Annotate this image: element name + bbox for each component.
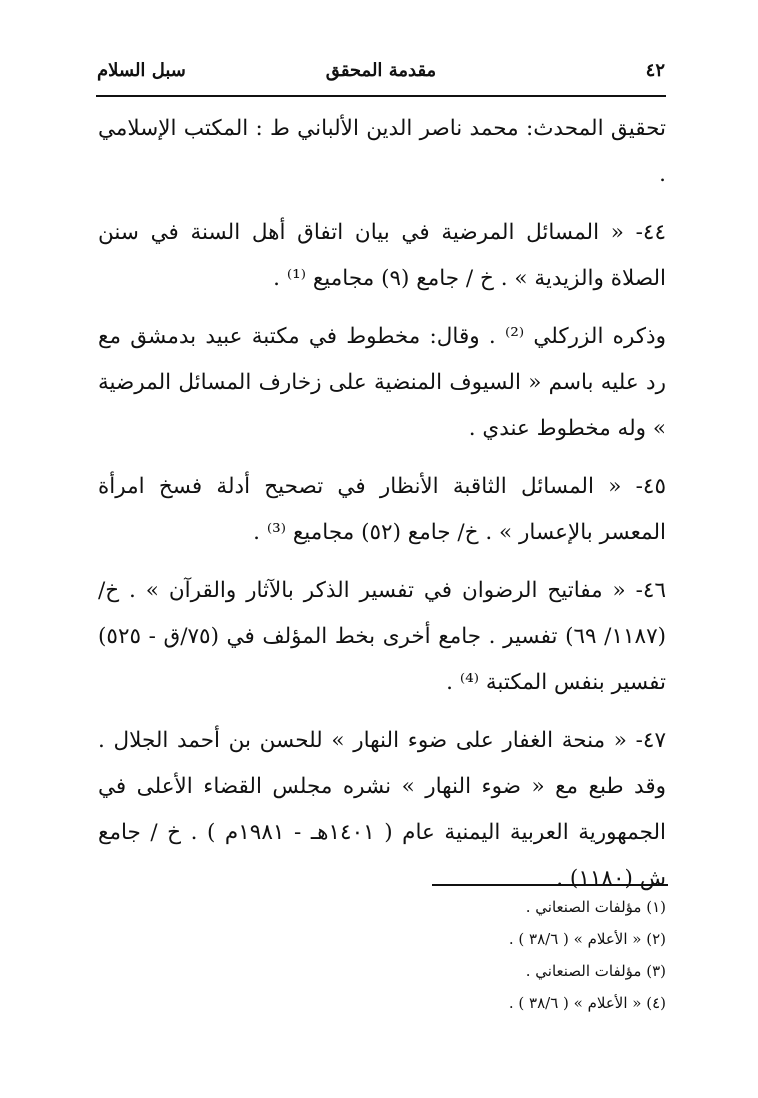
footnote-divider (432, 884, 668, 886)
paragraph-item-46: ٤٦- « مفاتيح الرضوان في تفسير الذكر بالآثار والقرآن » . خ/ (١١٨٧/ ٦٩) تفسير . جامع أخرى بخط المؤلف في (٧٥/ق - ٥٢٥) تفسير بنفس المكتبة ⁽⁴⁾ . (98, 578, 667, 695)
paragraph-editor-note: تحقيق المحدث: محمد ناصر الدين الألباني ط : المكتب الإسلامي . (98, 116, 666, 187)
paragraph-zirikli-note: وذكره الزركلي ⁽²⁾ . وقال: مخطوط في مكتبة عبيد بدمشق مع رد عليه باسم « السيوف المنضية على زخارف المسائل المرضية » وله مخطوط عندي . (98, 324, 666, 441)
paragraph-item-47: ٤٧- « منحة الغفار على ضوء النهار » للحسن بن أحمد الجلال . وقد طبع مع « ضوء النهار » نشره مجلس القضاء الأعلى في الجمهورية العربية اليمنية عام ( ١٤٠١هـ - ١٩٨١م ) . خ / جامع ش (١١٨٠) . (98, 728, 666, 891)
paragraph-item-44: ٤٤- « المسائل المرضية في بيان اتفاق أهل السنة في سنن الصلاة والزيدية » . خ / جامع (٩) مجاميع ⁽¹⁾ . (98, 220, 666, 291)
section-title: مقدمة المحقق (325, 60, 437, 81)
footnote-2: (٢) « الأعلام » ( ٣٨/٦ ) . (508, 930, 666, 948)
running-header (97, 58, 665, 90)
header-divider (96, 95, 666, 97)
footnote-4: (٤) « الأعلام » ( ٣٨/٦ ) . (508, 994, 666, 1012)
footnote-1: (١) مؤلفات الصنعاني . (525, 898, 666, 916)
paragraph-item-45: ٤٥- « المسائل الثاقبة الأنظار في تصحيح أدلة فسخ امرأة المعسر بالإعسار » . خ/ جامع (٥٢) مجاميع ⁽³⁾ . (98, 474, 666, 545)
page-number: ٤٢ (645, 60, 665, 81)
book-title: سبل السلام (97, 60, 186, 81)
footnote-3: (٣) مؤلفات الصنعاني . (525, 962, 666, 980)
main-text (98, 106, 666, 914)
footnotes (400, 891, 666, 1019)
